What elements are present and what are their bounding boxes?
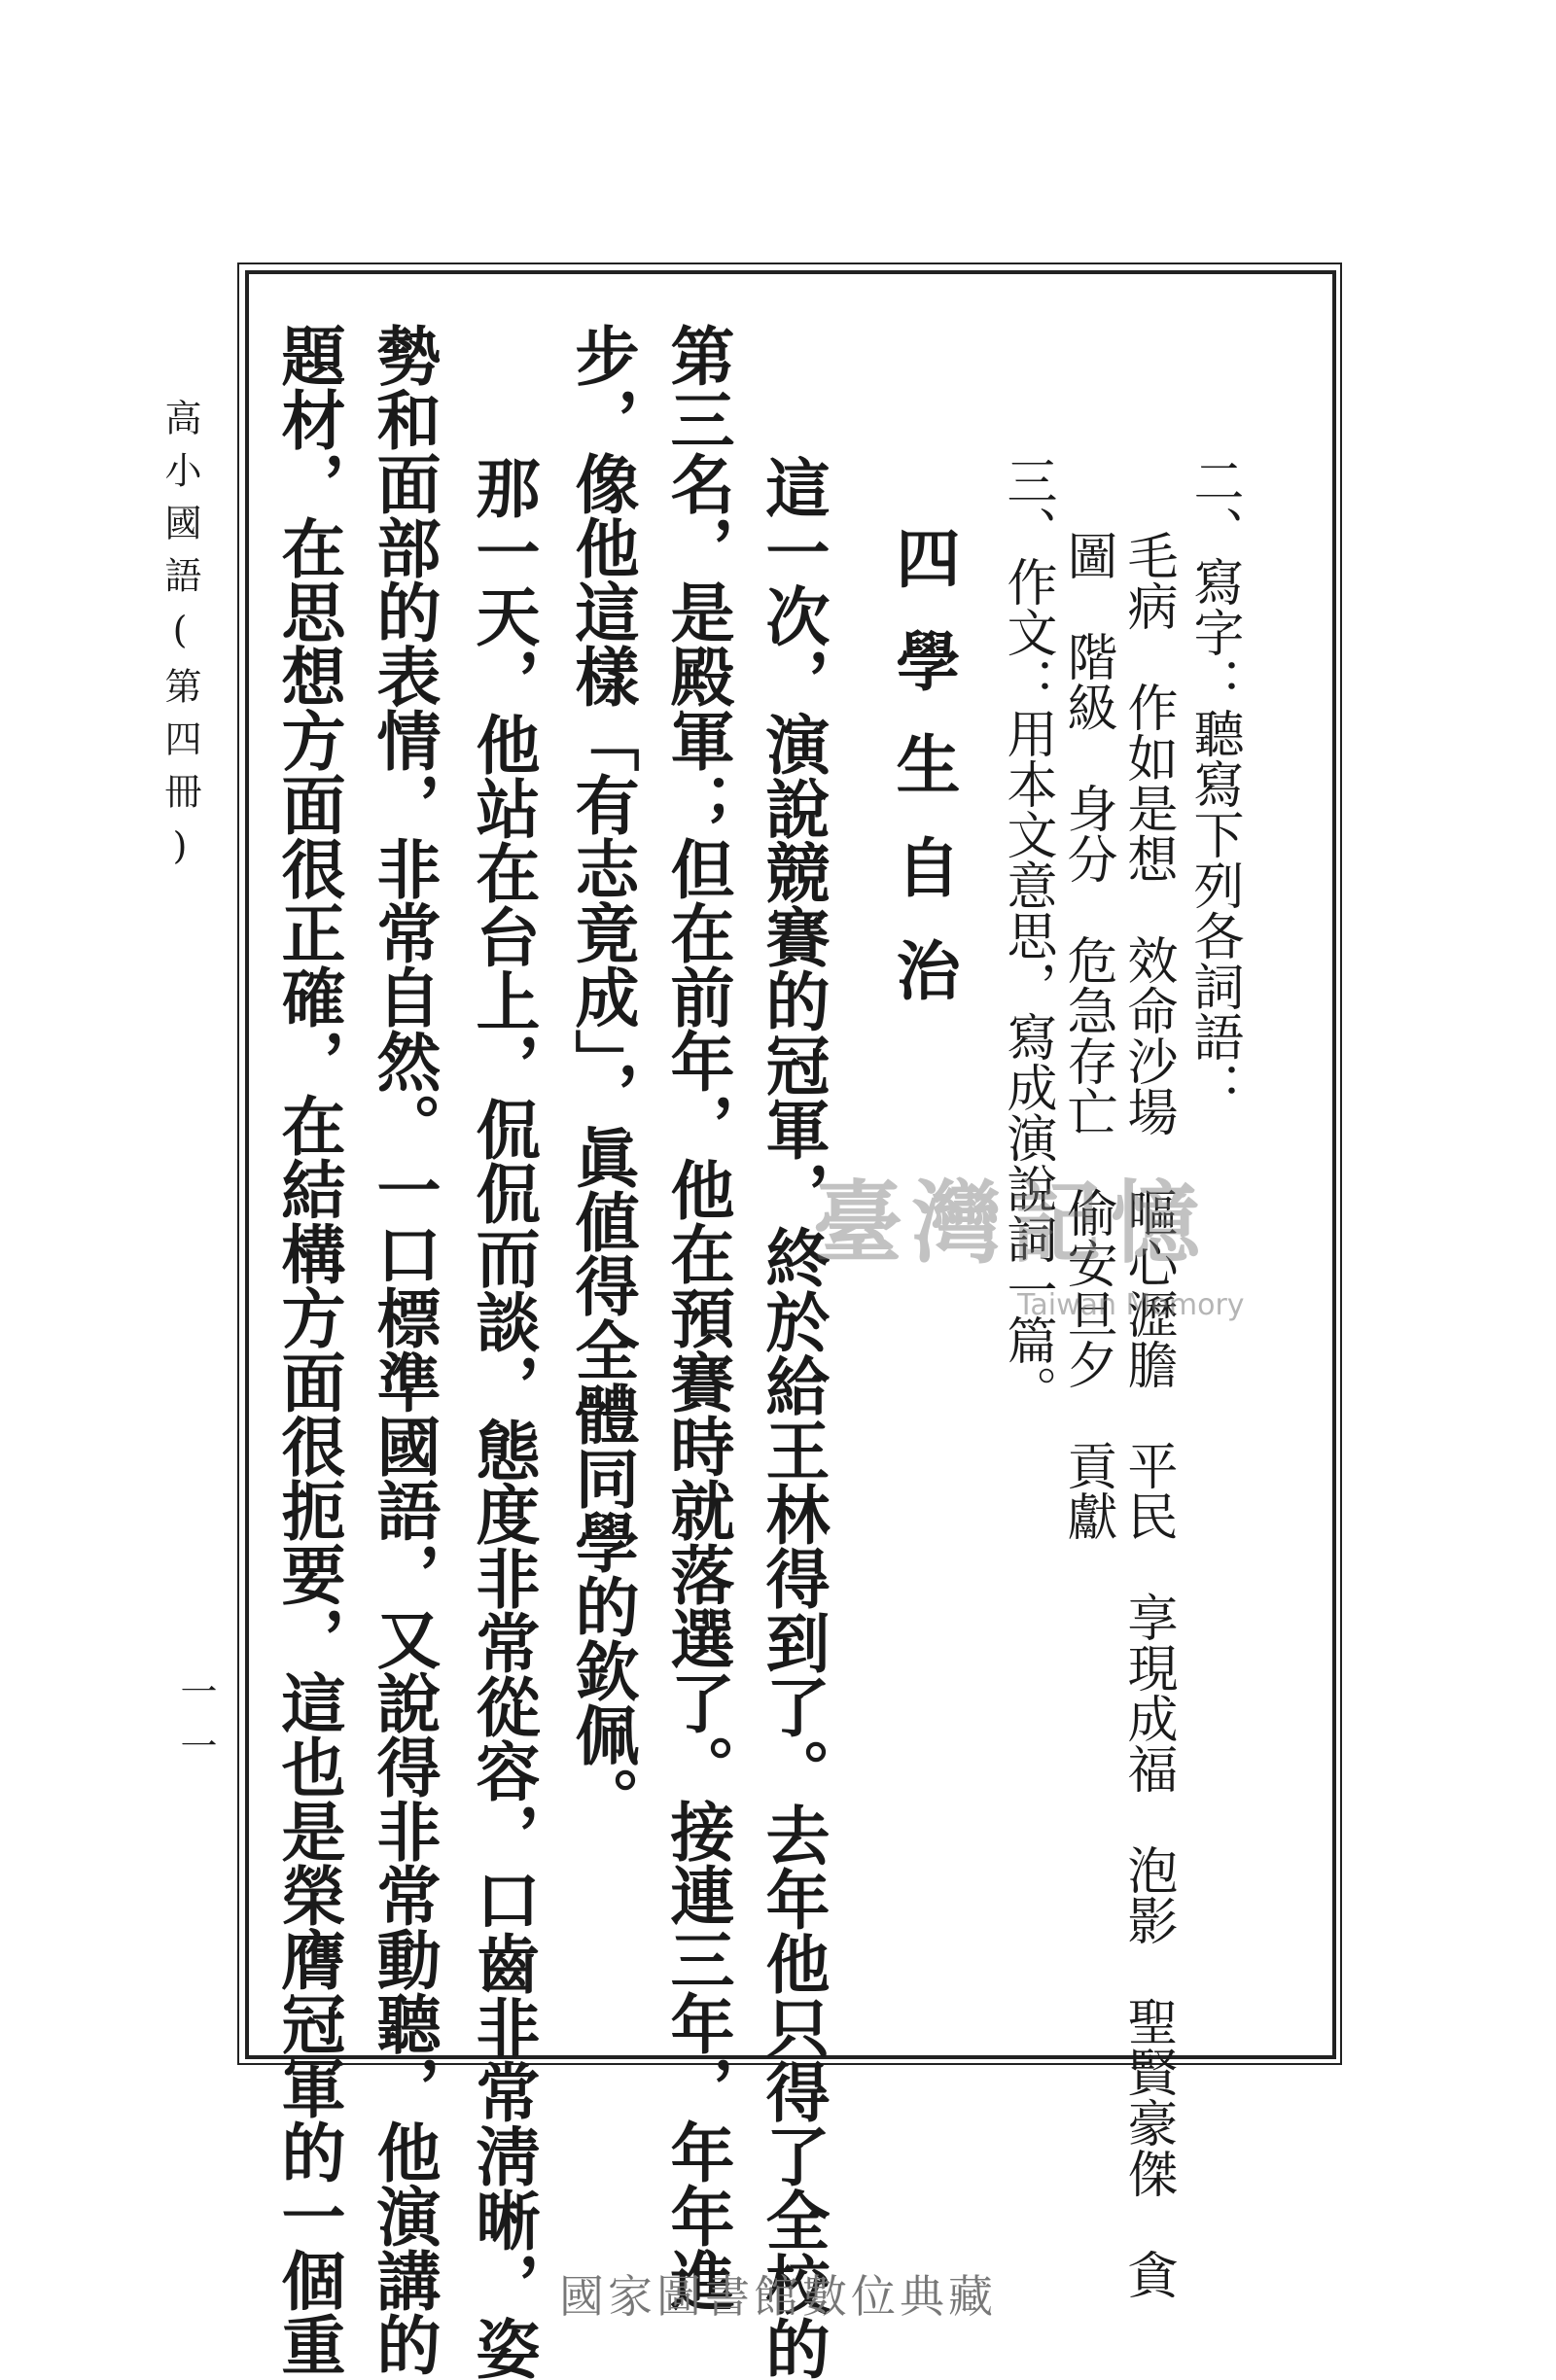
footer-credit: 國家圖書館數位典藏 — [559, 2270, 997, 2323]
paragraph-line-6: 題材，在思想方面很正確，在結構方面很扼要，這也是榮膺冠軍的一個重 — [270, 323, 346, 2376]
paragraph-line-4: 那一天，他站在台上，侃侃而談，態度非常從容，口齒非常淸晰，姿 — [465, 455, 541, 2380]
exercise-word-list-2: 圖 階級 身分 危急存亡 偷安旦夕 貢獻 — [1058, 530, 1116, 1541]
running-header: 高小國語(第四冊) — [159, 399, 201, 883]
exercise-heading-writing: 二、寫字：聽寫下列各詞語： — [1185, 455, 1243, 1112]
watermark-latin: Taiwan Memory — [1017, 1288, 1245, 1322]
paragraph-line-2: 第三名，是殿軍；但在前年，他在預賽時就落選了。接連三年，年年進 — [659, 323, 735, 2312]
exercise-word-list-1: 毛病 作如是想 效命沙場 嘔心瀝膽 平民 享現成福 泡影 聖賢豪傑 貪 — [1118, 530, 1177, 2299]
paragraph-line-3: 步，像他這樣「有志竟成」，眞値得全體同學的欽佩。 — [564, 323, 640, 1831]
lesson-title: 四學生自治 — [885, 525, 961, 1040]
watermark-cjk: 臺灣記憶 — [813, 1171, 1211, 1276]
exercise-heading-composition: 三、作文：用本文意思，寫成演說詞一篇。 — [998, 455, 1056, 1416]
paragraph-line-5: 勢和面部的表情，非常自然。一口標準國語，又說得非常動聽，他演講的 — [366, 323, 442, 2376]
paragraph-line-1: 這一次，演說競賽的冠軍，終於給王林得到了。去年他只得了全校的 — [755, 455, 831, 2380]
page-number: 一一 — [174, 1672, 217, 1781]
